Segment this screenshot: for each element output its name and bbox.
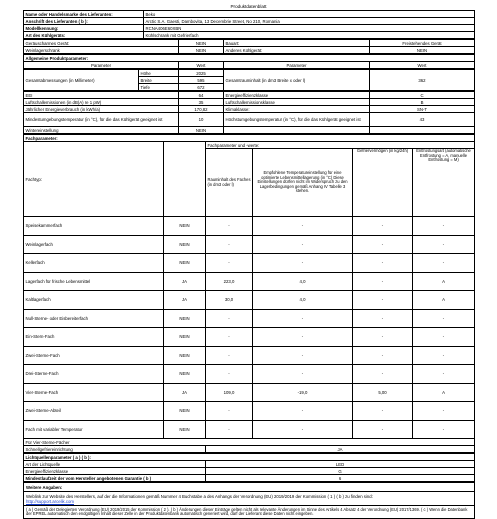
compartment-row [24,328,475,347]
compartment-volume: - [206,420,253,439]
dim-width-value: 595 [179,77,224,84]
eei-label: EEI [24,92,179,99]
compartment-name: Drei-Sterne-Fach [24,365,164,384]
compartment-defrost: - [413,217,475,236]
light-heading: Lichtquellenparameter ( a ) ( b ): [24,454,475,461]
annual-energy-label: Jährlicher Energieverbrauch (in kWh/a) [24,106,179,113]
dim-height-value: 2025 [179,70,224,77]
winter-setting-label: Wintereinstellung [24,127,179,134]
compartment-freeze: - [353,420,413,439]
compartment-group-header: Fachparameter und -werte: [206,142,475,149]
compartment-defrost: - [413,235,475,254]
compartment-row [24,254,475,273]
empty-cell [224,127,370,134]
compartment-temp: 4,0 [253,291,353,310]
compartment-present: JA [164,272,206,291]
empty-cell [370,127,475,134]
freeze-col-header: Gefriervermögen (in kg/24h) [353,149,413,217]
supplier-address-label: Anschrift des Lieferanten ( b ): [24,18,144,25]
compartment-type-header: Fachtyp: [24,142,164,217]
compartment-freeze: - [353,235,413,254]
compartment-temp: 4,0 [253,272,353,291]
dim-height-label: Höhe [139,70,179,77]
compartment-row [24,272,475,291]
compartment-volume: 223,0 [206,272,253,291]
annual-energy-value: 170,82 [179,106,224,113]
compartment-present: NEIN [164,235,206,254]
general-parameters-table [23,54,475,69]
compartment-defrost: - [413,346,475,365]
compartment-present: JA [164,383,206,402]
energy-class-label: Energieeffizienzklasse [224,92,370,99]
compartment-row [24,346,475,365]
support-link[interactable]: http://support.arcelik.com [26,498,75,504]
compartment-temp: - [253,420,353,439]
compartment-row [24,217,475,236]
compartment-name: Zwei-Sterne-Fach [24,346,164,365]
compartment-present: NEIN [164,217,206,236]
appliance-type-label: Art des Kühlgeräts: [24,32,144,39]
min-temp-value: 10 [179,113,224,127]
compartment-present: NEIN [164,365,206,384]
compartment-freeze: - [353,328,413,347]
compartment-temp: - [253,402,353,421]
compartment-row [24,309,475,328]
compartment-defrost: A [413,291,475,310]
other-appliance-value: NEIN [370,47,475,54]
further-info-table [23,482,475,519]
warranty-label: Mindestlaufzeit der vom Hersteller angebotenen Garantie ( b ) [24,475,206,482]
compartment-freeze: - [353,254,413,273]
climate-class-value: SN-T [370,106,475,113]
compartment-temp: - [253,346,353,365]
winter-setting-value: NEIN [179,127,224,134]
four-star-heading: Für Vier-Sterne-Fächer [24,439,475,446]
design-type-label: Bauart: [224,40,370,47]
compartment-freeze: - [353,217,413,236]
noise-value: 35 [179,99,224,106]
compartment-defrost: - [413,328,475,347]
max-temp-value: 43 [370,113,475,127]
noise-class-value: B [370,99,475,106]
compartment-name: Speisekammerfach [24,217,164,236]
compartment-present: NEIN [164,402,206,421]
model-id-label: Modellkennung: [24,25,144,32]
compartment-row [24,365,475,384]
compartment-row [24,291,475,310]
light-class-value: G [206,468,475,475]
compartment-defrost: - [413,254,475,273]
compartment-defrost: A [413,383,475,402]
compartment-name: Weinlagerfach [24,235,164,254]
compartment-temp: - [253,217,353,236]
dim-width-label: Breite [139,77,179,84]
dim-depth-label: Tiefe [139,84,179,91]
footnote: ( a ) Gemäß der Delegierten Verordnung (EU) 2019/2015 der Kommission ( 2 ). ( b ) Änderungen dieser Einträge gelten nicht als relevante Änderungen im Sinne des Artikels 4 Absatz 4 der Verordnung (EU) 2017/1369. ( c ) Wenn die Datenbank der EPREL automatisch den endgültigen Inhalt dieser Zelle in der Produktdatenbank automatisch generiert wird, darf der Lieferant diese Daten nicht eingeben. [24,506,475,519]
value-col-header: Wert [179,62,224,69]
compartment-present: NEIN [164,309,206,328]
compartment-name: Zwei-Sterne-Abteil [24,402,164,421]
compartment-name: Lagerfach für frische Lebensmittel [24,272,164,291]
compartment-freeze: - [353,402,413,421]
light-type-label: Art der Lichtquelle [24,461,206,468]
compartment-volume: - [206,217,253,236]
warranty-value: 6 [206,475,475,482]
compartment-freeze: - [353,272,413,291]
supplier-address-value: Arctic S.A. Gaesti, Dambovita, 13 Decembrie Street, No 210, Romania [144,18,475,25]
compartment-volume: 109,0 [206,383,253,402]
energy-class-value: C [370,92,475,99]
wine-cabinet-value: NEIN [179,47,224,54]
dimensions-table [23,69,475,91]
climate-class-label: Klimaklasse: [224,106,370,113]
compartment-freeze: - [353,309,413,328]
supplier-name-value: Beko [144,11,475,18]
compartment-present: JA [164,291,206,310]
compartment-name: Fach mit variabler Temperatur [24,420,164,439]
compartment-freeze: - [353,291,413,310]
compartment-volume: - [206,254,253,273]
compartment-temp: - [253,365,353,384]
empty-cell [164,142,206,217]
max-temp-label: Höchstumgebungstemperatur (in °C), für die das Kühlgerät geeignet ist [224,113,370,127]
volume-label: Gesamtrauminhalt (in dm3 Breite x oder l) [224,70,370,91]
compartment-temp: - [253,328,353,347]
compartment-freeze: - [353,346,413,365]
compartment-name: Vier-Sterne-Fach [24,383,164,402]
design-type-value: Freistehendes Gerät [370,40,475,47]
compartments-table [23,134,475,453]
compartment-name: Ein-Stern-Fach [24,328,164,347]
min-temp-label: Mindestumgebungstemperatur (in °C), für die das Kühlgerät geeignet ist [24,113,179,127]
document-title: Produktdatenblatt [230,4,267,9]
compartment-present: NEIN [164,254,206,273]
compartment-temp: -19,0 [253,383,353,402]
compartment-volume: 30,0 [206,291,253,310]
further-info-heading: Weitere Angaben: [24,483,475,492]
compartment-freeze: 5,00 [353,383,413,402]
compartment-present: NEIN [164,346,206,365]
appliance-type-value: Kühlschrank mit Gefrierfach [144,32,475,39]
supplier-info-table [23,10,475,39]
compartment-volume: - [206,235,253,254]
dimensions-label: Gesamtabmessungen (in Millimeter) [24,70,139,91]
eei-value: 64 [179,92,224,99]
compartment-freeze: - [353,365,413,384]
light-class-label: Energieeffizienzklasse [24,468,206,475]
compartment-volume: - [206,309,253,328]
light-source-table [23,453,475,482]
model-id-value: RCNA406E60XBN [144,25,475,32]
compartment-present: NEIN [164,328,206,347]
compartment-name: Kellerfach [24,254,164,273]
compartment-row [24,383,475,402]
compartment-row [24,402,475,421]
volume-value: 362 [370,70,475,91]
fast-freeze-value: JA [206,446,475,453]
compartment-defrost: - [413,365,475,384]
parameters-table [23,91,475,134]
dim-depth-value: 672 [179,84,224,91]
compartment-name: Null-Sterne- oder Eisbereiterfach [24,309,164,328]
compartment-defrost: - [413,402,475,421]
compartment-temp: - [253,235,353,254]
appliance-type-table [23,39,475,54]
compartment-volume: - [206,365,253,384]
temp-col-header: Empfohlene Temperatureinstellung für eine optimierte Lebensmittellagerung (in °C) Diese Einstellungen dürfen nicht im Widerspruch zu den Lagerbedingungen gemäß Anhang IV Tabelle 3 stehen. [253,149,353,217]
compartment-defrost: A [413,272,475,291]
further-info-text: Weblink zur Website des Herstellers, auf der die Informationen gemäß Nummer 4 Buchstabe a des Anhangs der Verordnung (EU) 2019/2019 der Kommission ( 1 ) ( b ) zu finden sind: [26,493,373,499]
param-col-header-2: Parameter [224,62,370,69]
compartment-defrost: - [413,420,475,439]
low-noise-label: Geräuscharmes Gerät: [24,40,179,47]
compartments-heading: Fachparameter: [24,135,475,142]
light-type-value: LED [206,461,475,468]
defrost-col-header: Entfrostungsart (automatische Entfrostung = A, manuelle Entfrostung = M) [413,149,475,217]
compartment-temp: - [253,254,353,273]
fast-freeze-label: Schnellgefriereinrichtung [24,446,206,453]
wine-cabinet-label: Weinlagerschrank [24,47,179,54]
further-info-cell [24,492,475,506]
noise-label: Luftschallemissionen (in dB(A) re 1 pW) [24,99,179,106]
compartment-name: Kaltlagerfach [24,291,164,310]
general-params-heading: Allgemeine Produktparameter: [24,55,475,62]
compartment-volume: - [206,328,253,347]
param-col-header: Parameter [24,62,179,69]
other-appliance-label: Anderes Kühlgerät: [224,47,370,54]
compartment-volume: - [206,346,253,365]
compartment-row [24,420,475,439]
volume-col-header: Rauminhalt des Faches (in dm3 oder l) [206,149,253,217]
compartment-temp: - [253,309,353,328]
compartment-defrost: - [413,309,475,328]
low-noise-value: NEIN [179,40,224,47]
value-col-header-2: Wert [370,62,475,69]
supplier-name-label: Name oder Handelsmarke des Lieferanten: [24,11,144,18]
noise-class-label: Luftschallemissionsklasse [224,99,370,106]
compartment-present: NEIN [164,420,206,439]
product-data-sheet [23,3,474,519]
compartment-row [24,235,475,254]
compartment-volume: - [206,402,253,421]
